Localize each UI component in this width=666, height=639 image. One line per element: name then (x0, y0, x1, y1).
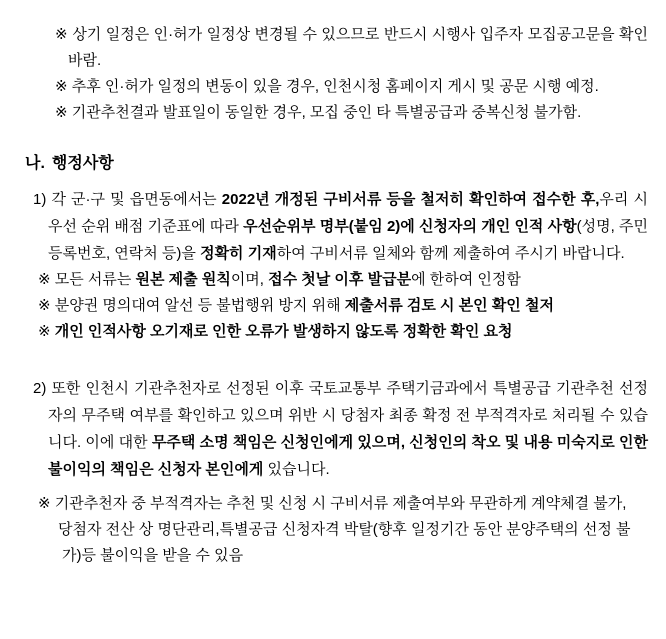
top-notes-block (0, 22, 648, 126)
bold-text-segment: 우선순위부 명부(붙임 2)에 신청자의 개인 인적 사항 (243, 218, 577, 235)
bold-text-segment: 무주택 소명 책임은 신청인에게 있으며, 신청인의 착오 및 내용 미숙지로 인한 불이익의 책임은 신청자 본인에게 (48, 434, 648, 478)
section-title: 행정사항 (51, 155, 114, 172)
item-1-block (0, 186, 648, 345)
text-segment: 당첨자 전산 상 명단관리,특별공급 신청자격 박탈(향후 일정기간 동안 분양주택의 선정 불가)등 불이익을 받을 수 있음 (58, 521, 631, 564)
item-2-subnote-1 (0, 491, 648, 517)
top-note-1 (0, 22, 648, 74)
top-note-2 (0, 74, 648, 100)
item-2-subnotes (0, 491, 648, 569)
item-2-block (0, 375, 648, 569)
bold-text-segment: 2022년 개정된 구비서류 등을 철저히 확인하여 접수한 후, (221, 191, 600, 208)
item-1-subnote-1 (0, 267, 648, 293)
text-segment: 이며, (230, 271, 269, 288)
text-segment: 하여 구비서류 일체와 함께 제출하여 주시기 바랍니다. (276, 245, 625, 262)
item-2-subnote-2 (0, 517, 648, 569)
text-segment: ※ 기관추천결과 발표일이 동일한 경우, 모집 중인 타 특별공급과 중복신청 불가함. (55, 104, 582, 121)
item-1-subnote-2 (0, 293, 648, 319)
item-1-paragraph (0, 186, 648, 267)
section-heading (0, 154, 648, 174)
text-segment: ※ 기관추천자 중 부적격자는 추천 및 신청 시 구비서류 제출여부와 무관하게 계약체결 불가, (38, 495, 627, 512)
text-segment: ※ 분양권 명의대여 알선 등 불법행위 방지 위해 (38, 297, 345, 314)
item-2-paragraph (0, 375, 648, 483)
text-segment: 있습니다. (263, 461, 330, 478)
text-segment: 에 한하여 인정함 (411, 271, 521, 288)
item-1-subnote-3 (0, 319, 648, 345)
text-segment: 1) 각 군·구 및 읍면동에서는 (33, 191, 222, 208)
text-segment: ※ (38, 323, 55, 340)
text-segment: ※ 모든 서류는 (38, 271, 136, 288)
item-1-subnotes (0, 267, 648, 345)
bold-text-segment: 제출서류 검토 시 본인 확인 철저 (344, 297, 554, 314)
bold-text-segment: 정확히 기재 (200, 245, 277, 262)
text-segment: ※ 상기 일정은 인·허가 일정상 변경될 수 있으므로 반드시 시행사 입주자 모집공고문을 확인 바람. (55, 26, 648, 69)
text-segment: 2) 또한 인천시 기관추천자로 선정된 이후 국토교통부 주택기금과에서 특별공급 기관추천 선정자의 무주택 여부를 확인하고 있으며 위반 시 당첨자 최종 확정 전 부적격자로 처리될 수 있습니다. 이에 대한 (33, 380, 648, 451)
text-segment: ※ 추후 인·허가 일정의 변동이 있을 경우, 인천시청 홈페이지 게시 및 공문 시행 예정. (55, 78, 599, 95)
top-note-3 (0, 100, 648, 126)
section-label: 나. (25, 155, 45, 172)
bold-text-segment: 접수 첫날 이후 발급분 (268, 271, 412, 288)
bold-text-segment: 원본 제출 원칙 (135, 271, 231, 288)
bold-text-segment: 개인 인적사항 오기재로 인한 오류가 발생하지 않도록 정확한 확인 요청 (54, 323, 513, 340)
text-segment: (성명, 주민등록번호, 연락처 등)을 (48, 218, 649, 262)
text-segment: 우리 시 우선 순위 배점 기준표에 따라 (48, 191, 648, 235)
